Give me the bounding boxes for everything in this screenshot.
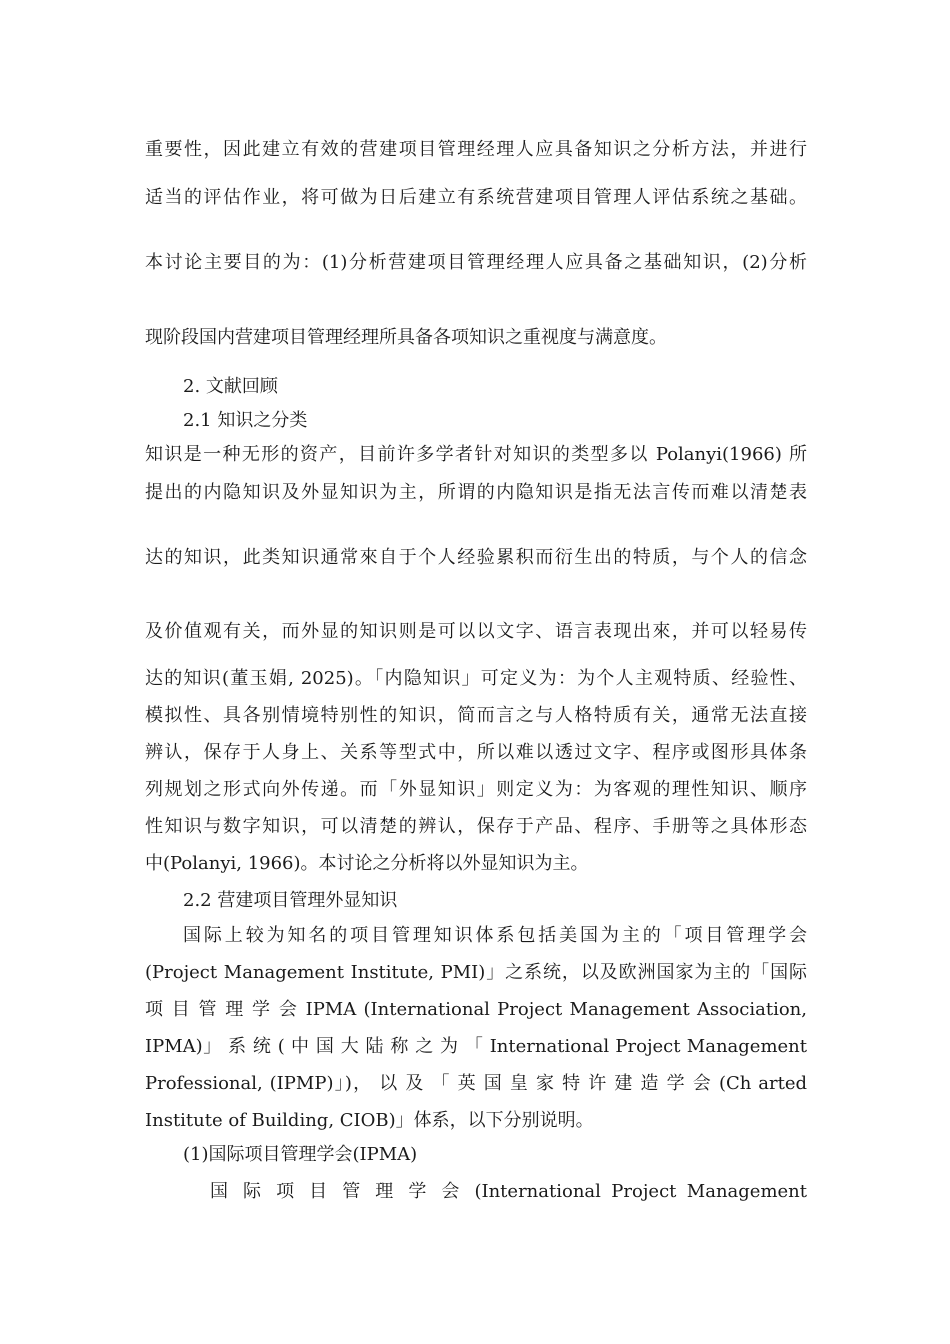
subsection-heading: 2.1 知识之分类 xyxy=(183,410,308,431)
paragraph-line: 列规划之形式向外传递。而「外显知识」则定义为：为客观的理性知识、顺序 xyxy=(145,779,807,800)
paragraph-line: 模拟性、具各别情境特别性的知识，简而言之与人格特质有关，通常无法直接 xyxy=(145,705,807,726)
paragraph-line: 重要性，因此建立有效的营建项目管理经理人应具备知识之分析方法，并进行 xyxy=(145,139,807,160)
paragraph-line: 适当的评估作业，将可做为日后建立有系统营建项目管理人评估系统之基础。 xyxy=(145,187,807,208)
paragraph-line: 达的知识，此类知识通常來自于个人经验累积而衍生出的特质，与个人的信念 xyxy=(145,547,807,568)
subsection-heading: 2.2 营建项目管理外显知识 xyxy=(183,890,398,911)
paragraph-line: 国 际 项 目 管 理 学 会 (International Project Management xyxy=(210,1181,807,1202)
paragraph-line: IPMA)」 系 统 ( 中 国 大 陆 称 之 为 「 International Project Management xyxy=(145,1036,807,1057)
section-heading: 2. 文献回顾 xyxy=(183,376,278,397)
paragraph-line: 项 目 管 理 学 会 IPMA (International Project Management Association, xyxy=(145,999,807,1020)
paragraph-line: 现阶段国内营建项目管理经理所具备各项知识之重视度与满意度。 xyxy=(145,327,667,348)
paragraph-line: 提出的内隐知识及外显知识为主，所谓的内隐知识是指无法言传而难以清楚表 xyxy=(145,482,807,503)
paragraph-line: (Project Management Institute, PMI)」之系统，以及欧洲国家为主的「国际 xyxy=(145,962,807,983)
paragraph-line: 本讨论主要目的为：(1)分析营建项目管理经理人应具备之基础知识，(2)分析 xyxy=(145,252,807,273)
paragraph-line: 国际上较为知名的项目管理知识体系包括美国为主的「项目管理学会 xyxy=(183,925,807,946)
paragraph-line: Professional, (IPMP)」)， 以 及 「 英 国 皇 家 特 许 建 造 学 会 (Ch arted xyxy=(145,1073,807,1094)
paragraph-line: 及价值观有关，而外显的知识则是可以以文字、语言表现出來，并可以轻易传 xyxy=(145,621,807,642)
paragraph-line: 达的知识(董玉娟, 2025)。「内隐知识」可定义为：为个人主观特质、经验性、 xyxy=(145,668,807,689)
paragraph-line: 性知识与数字知识，可以清楚的辨认，保存于产品、程序、手册等之具体形态 xyxy=(145,816,807,837)
paragraph-line: 知识是一种无形的资产，目前许多学者针对知识的类型多以 Polanyi(1966) 所 xyxy=(145,444,807,465)
paragraph-line: 中(Polanyi, 1966)。本讨论之分析将以外显知识为主。 xyxy=(145,853,589,874)
subsection-heading: (1)国际项目管理学会(IPMA) xyxy=(183,1144,418,1165)
paragraph-line: 辨认，保存于人身上、关系等型式中，所以难以透过文字、程序或图形具体条 xyxy=(145,742,807,763)
paragraph-line: Institute of Building, CIOB)」体系，以下分别说明。 xyxy=(145,1110,594,1131)
